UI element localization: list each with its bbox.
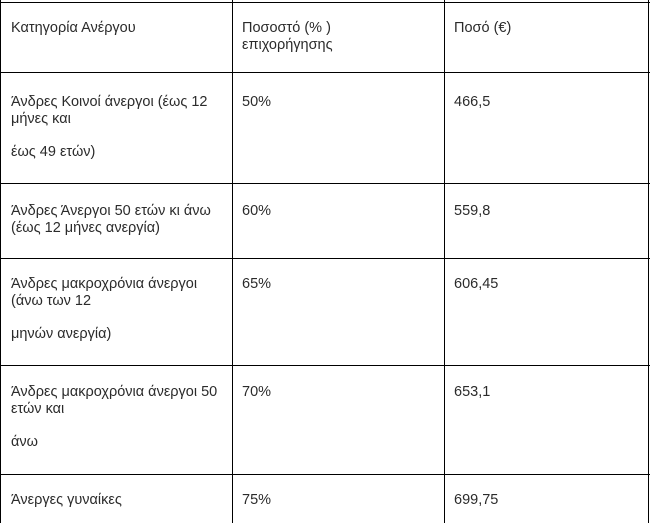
row-2-percent: [242, 203, 437, 220]
row-3-percent-value: 65%: [242, 276, 272, 292]
row-4-amount: [454, 384, 644, 401]
row-1-percent-value: 50%: [242, 94, 272, 110]
row-4-amount-value: 653,1: [454, 384, 491, 400]
header-percent: [242, 20, 437, 54]
column-divider: [444, 0, 445, 523]
row-5-percent-value: 75%: [242, 492, 272, 508]
row-5-category-line-1: Άνεργες γυναίκες: [11, 492, 122, 508]
row-4-category-line-2: άνω: [11, 434, 38, 450]
row-4-category: [11, 384, 226, 451]
column-divider: [232, 0, 233, 523]
header-amount: [454, 20, 644, 37]
row-5-amount-value: 699,75: [454, 492, 499, 508]
row-3-category-line-1: Άνδρες μακροχρόνια άνεργοι (άνω των 12: [11, 276, 198, 309]
header-category-label: Κατηγορία Ανέργου: [11, 20, 136, 36]
header-percent-line-1: Ποσοστό (% ): [242, 20, 331, 36]
row-3-percent: [242, 276, 437, 293]
row-2-percent-value: 60%: [242, 203, 272, 219]
table-border-right: [648, 0, 649, 523]
row-divider: [0, 258, 650, 259]
header-percent-line-2: επιχορήγησης: [242, 37, 333, 53]
row-5-amount: [454, 492, 644, 509]
header-category: [11, 20, 226, 37]
table-border-left: [0, 0, 1, 523]
row-3-category-line-2: μηνών ανεργία): [11, 326, 112, 342]
row-divider: [0, 474, 650, 475]
row-3-amount-value: 606,45: [454, 276, 499, 292]
row-5-percent: [242, 492, 437, 509]
row-4-category-line-1: Άνδρες μακροχρόνια άνεργοι 50 ετών και: [11, 384, 218, 417]
row-2-category: [11, 203, 226, 237]
row-divider: [0, 365, 650, 366]
row-1-percent: [242, 94, 437, 111]
row-2-category-line-1: Άνδρες Άνεργοι 50 ετών κι άνω (έως 12 μήνες ανεργία): [11, 203, 211, 236]
row-divider: [0, 183, 650, 184]
table-border-top: [0, 2, 650, 3]
row-1-amount-value: 466,5: [454, 94, 491, 110]
row-3-category: [11, 276, 226, 343]
header-amount-label: Ποσό (€): [454, 20, 512, 36]
row-2-amount: [454, 203, 644, 220]
row-divider: [0, 72, 650, 73]
row-5-category: [11, 492, 226, 509]
row-4-percent-value: 70%: [242, 384, 272, 400]
row-1-category: [11, 94, 226, 161]
row-3-amount: [454, 276, 644, 293]
row-1-category-line-2: έως 49 ετών): [11, 144, 96, 160]
row-4-percent: [242, 384, 437, 401]
row-1-amount: [454, 94, 644, 111]
row-2-amount-value: 559,8: [454, 203, 491, 219]
row-1-category-line-1: Άνδρες Κοινοί άνεργοι (έως 12 μήνες και: [11, 94, 208, 127]
